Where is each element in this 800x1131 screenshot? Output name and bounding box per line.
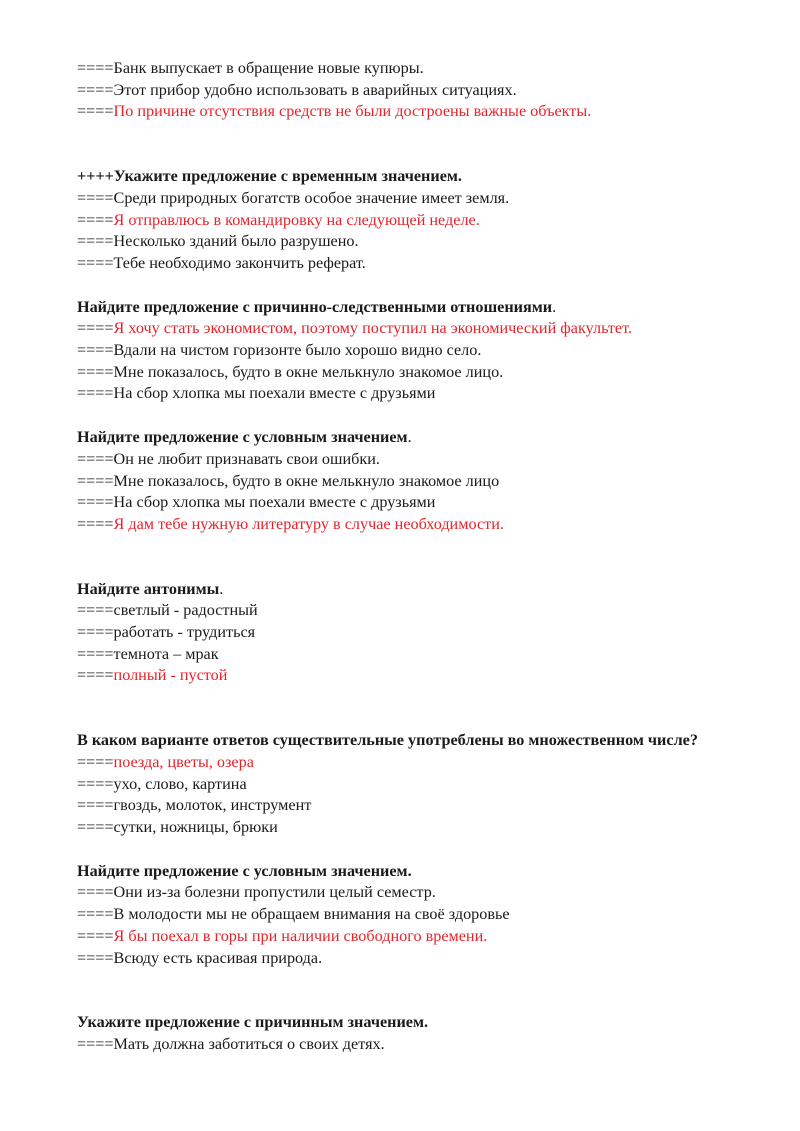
option-text: Он не любит признавать свои ошибки.: [113, 449, 380, 468]
option-text: работать - трудиться: [113, 623, 256, 642]
option-prefix: ====: [77, 59, 114, 77]
question-label: Укажите предложение с причинным значением.: [77, 1013, 429, 1032]
option-prefix: ====: [77, 601, 114, 620]
question-label: Найдите предложение с причинно-следственными отношениями: [77, 297, 553, 316]
answer-option: [77, 362, 767, 384]
option-text: темнота – мрак: [113, 644, 219, 663]
option-text-correct: Я хочу стать экономистом, поэтому поступил на экономический факультет.: [113, 319, 633, 338]
question-label: Найдите предложение с условным значением: [77, 428, 408, 447]
option-text: Тебе необходимо закончить реферат.: [113, 253, 366, 272]
option-text-correct: Я дам тебе нужную литературу в случае необходимости.: [113, 514, 504, 533]
option-text-correct: полный - пустой: [113, 666, 228, 685]
option-text: ухо, слово, картина: [113, 774, 247, 793]
answer-option-correct: [77, 926, 767, 948]
option-text: сутки, ножницы, брюки: [113, 817, 278, 836]
question-text: [77, 730, 767, 752]
question-text: [77, 1012, 767, 1034]
option-prefix: ====: [77, 232, 114, 251]
question-block-6: [77, 730, 767, 839]
option-prefix: ====: [77, 341, 114, 360]
option-prefix: ====: [77, 1034, 114, 1053]
option-text: гвоздь, молоток, инструмент: [113, 796, 312, 815]
option-prefix: ====: [77, 319, 114, 338]
option-text: Среди природных богатств особое значение имеет земля.: [113, 188, 510, 207]
option-text: Мне показалось, будто в окне мелькнуло знакомое лицо: [113, 471, 500, 490]
answer-option: [77, 231, 767, 253]
option-text: светлый - радостный: [113, 601, 258, 620]
option-text: Несколько зданий было разрушено.: [113, 232, 359, 251]
answer-option: [77, 58, 767, 80]
answer-option: [77, 948, 767, 970]
question-block-5: [77, 579, 767, 688]
option-text: Мать должна заботиться о своих детях.: [113, 1034, 385, 1053]
option-text-correct: Я бы поехал в горы при наличии свободного времени.: [113, 926, 488, 945]
option-prefix: ====: [77, 210, 114, 229]
answer-option: [77, 188, 767, 210]
answer-option: [77, 644, 767, 666]
option-prefix: ====: [77, 948, 114, 967]
option-prefix: ====: [77, 752, 114, 771]
question-text: [77, 166, 767, 188]
question-block-3: [77, 297, 767, 406]
question-label: Найдите предложение с условным значением.: [77, 861, 412, 880]
option-prefix: ====: [77, 102, 114, 121]
question-dot: .: [219, 579, 224, 598]
question-label: Найдите антонимы: [77, 579, 220, 598]
document-body: [77, 58, 767, 1056]
answer-option: [77, 80, 767, 102]
answer-option-correct: [77, 318, 767, 340]
answer-option: [77, 600, 767, 622]
option-text: В молодости мы не обращаем внимания на своё здоровье: [113, 905, 510, 924]
answer-option: [77, 492, 767, 514]
answer-option: [77, 904, 767, 926]
option-text-correct: Я отправлюсь в командировку на следующей неделе.: [113, 210, 480, 229]
answer-option-correct: [77, 752, 767, 774]
answer-option: [77, 449, 767, 471]
question-dot: .: [407, 428, 412, 447]
answer-option: [77, 622, 767, 644]
answer-option: [77, 471, 767, 493]
option-prefix: ====: [77, 666, 114, 685]
answer-option: [77, 817, 767, 839]
option-prefix: ====: [77, 774, 114, 793]
question-text: [77, 427, 767, 449]
question-block-7: [77, 861, 767, 970]
option-text: Мне показалось, будто в окне мелькнуло знакомое лицо.: [113, 362, 504, 381]
answer-option: [77, 253, 767, 275]
answer-option-correct: [77, 665, 767, 687]
answer-option: [77, 774, 767, 796]
question-text: [77, 297, 767, 319]
option-prefix: ====: [77, 362, 114, 381]
option-text: Всюду есть красивая природа.: [113, 948, 323, 967]
option-prefix: ====: [77, 796, 114, 815]
question-block-4: [77, 427, 767, 536]
question-block-2: [77, 166, 767, 275]
option-prefix: ====: [77, 80, 114, 99]
option-prefix: ====: [77, 905, 114, 924]
option-prefix: ====: [77, 644, 114, 663]
answer-option-correct: [77, 210, 767, 232]
option-prefix: ====: [77, 817, 114, 836]
answer-option-correct: [77, 514, 767, 536]
question-text: [77, 861, 767, 883]
option-text-correct: По причине отсутствия средств не были достроены важные объекты.: [113, 102, 592, 121]
option-text: На сбор хлопка мы поехали вместе с друзьями: [113, 384, 436, 403]
option-prefix: ====: [77, 926, 114, 945]
answer-option-correct: [77, 101, 767, 123]
option-prefix: ====: [77, 493, 114, 512]
option-prefix: ====: [77, 623, 114, 642]
option-prefix: ====: [77, 384, 114, 403]
question-block-1: [77, 58, 767, 123]
answer-option: [77, 340, 767, 362]
option-text: Этот прибор удобно использовать в аварийных ситуациях.: [113, 80, 517, 99]
option-prefix: ====: [77, 449, 114, 468]
option-prefix: ====: [77, 253, 114, 272]
option-text-correct: поезда, цветы, озера: [113, 752, 254, 771]
question-text: [77, 579, 767, 601]
option-text: Вдали на чистом горизонте было хорошо видно село.: [113, 341, 482, 360]
answer-option: [77, 383, 767, 405]
answer-option: [77, 1034, 767, 1056]
answer-option: [77, 882, 767, 904]
question-dot: .: [552, 297, 557, 316]
question-label: В каком варианте ответов существительные употреблены во множественном числе?: [77, 731, 698, 750]
question-block-8: [77, 1012, 767, 1055]
option-prefix: ====: [77, 514, 114, 533]
option-text: Банк выпускает в обращение новые купюры.: [113, 59, 424, 77]
option-prefix: ====: [77, 471, 114, 490]
option-prefix: ====: [77, 883, 114, 902]
question-label: ++++Укажите предложение с временным значением.: [77, 167, 462, 186]
option-text: Они из-за болезни пропустили целый семестр.: [113, 883, 436, 902]
option-prefix: ====: [77, 188, 114, 207]
option-text: На сбор хлопка мы поехали вместе с друзьями: [113, 493, 436, 512]
answer-option: [77, 795, 767, 817]
